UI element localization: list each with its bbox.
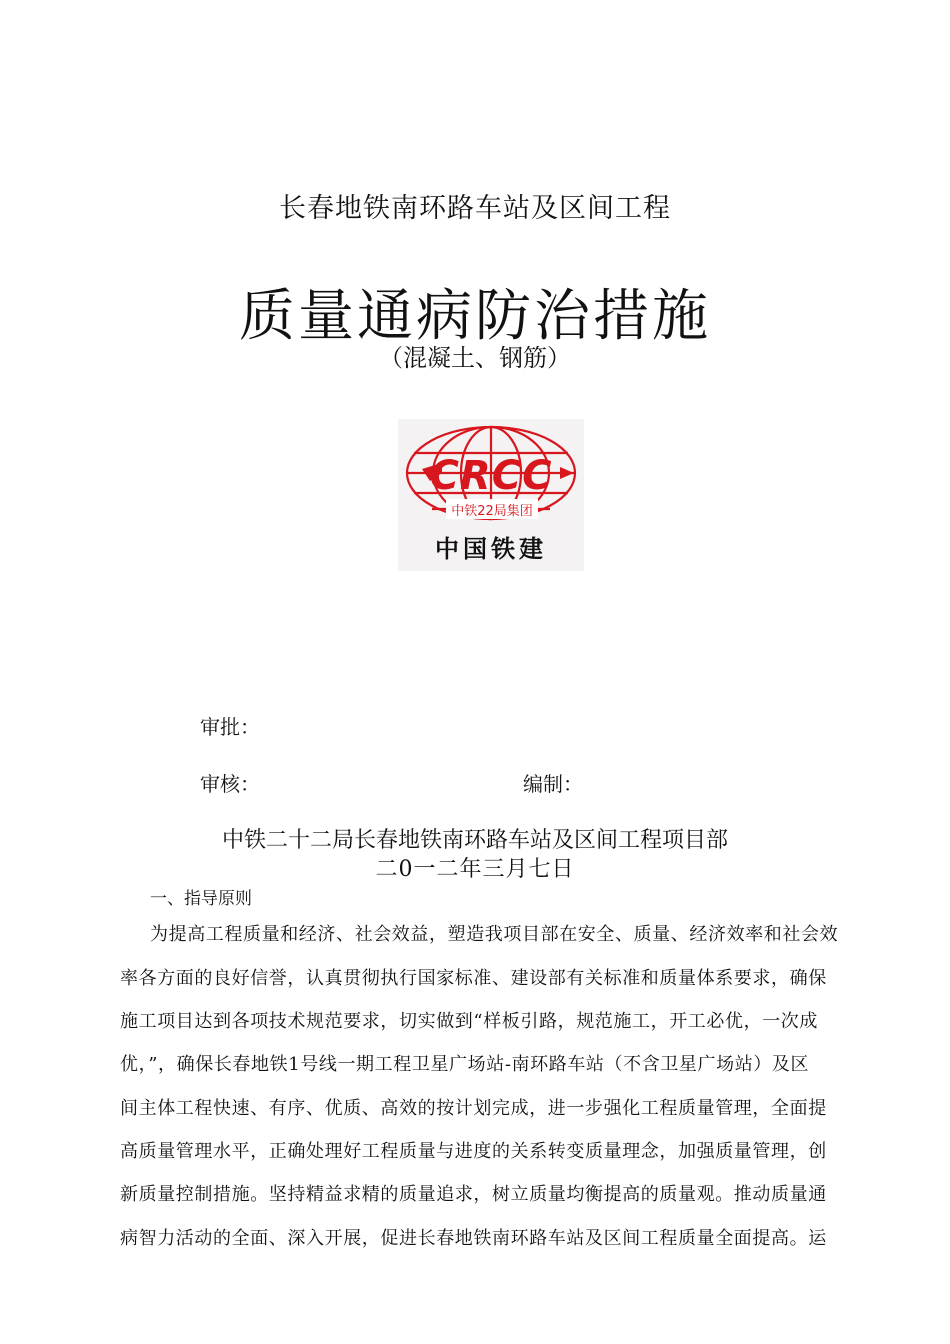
body-line: 优，”，确保长春地铁1号线一期工程卫星广场站-南环路车站（不含卫星广场站）及区 bbox=[120, 1054, 810, 1075]
compile-label: 编制： bbox=[523, 772, 583, 796]
body-line: 新质量控制措施。坚持精益求精的质量追求，树立质量均衡提高的质量观。推动质量通 bbox=[120, 1184, 827, 1205]
body-line: 率各方面的良好信誉，认真贯彻执行国家标准、建设部有关标准和质量体系要求，确保 bbox=[120, 968, 827, 989]
review-label: 审核： bbox=[200, 772, 260, 796]
svg-text:CRCC: CRCC bbox=[429, 453, 553, 499]
body-line: 为提高工程质量和经济、社会效益，塑造我项目部在安全、质量、经济效率和社会效 bbox=[150, 924, 839, 945]
globe-logo-icon bbox=[402, 423, 580, 531]
organization-name: 中铁二十二局长春地铁南环路车站及区间工程项目部 bbox=[221, 828, 728, 853]
document-date: 二0一二年三月七日 bbox=[375, 857, 575, 882]
section-heading: 一、指导原则 bbox=[150, 889, 252, 909]
body-line: 施工项目达到各项技术规范要求，切实做到“样板引路，规范施工，开工必优，一次成 bbox=[120, 1011, 818, 1032]
logo-company-name: 中国铁建 bbox=[435, 535, 547, 563]
project-title: 长春地铁南环路车站及区间工程 bbox=[279, 193, 671, 224]
company-logo bbox=[398, 419, 584, 571]
body-line: 间主体工程快速、有序、优质、高效的按计划完成，进一步强化工程质量管理，全面提 bbox=[120, 1098, 827, 1119]
body-line: 高质量管理水平，正确处理好工程质量与进度的关系转变质量理念，加强质量管理，创 bbox=[120, 1141, 827, 1162]
body-line: 病智力活动的全面、深入开展，促进长春地铁南环路车站及区间工程质量全面提高。运 bbox=[120, 1228, 827, 1249]
svg-text:中铁22局集团: 中铁22局集团 bbox=[451, 504, 533, 519]
main-title: 质量通病防治措施 bbox=[239, 284, 711, 349]
sub-title: （混凝土、钢筋） bbox=[379, 344, 571, 372]
approve-label: 审批： bbox=[200, 715, 260, 739]
